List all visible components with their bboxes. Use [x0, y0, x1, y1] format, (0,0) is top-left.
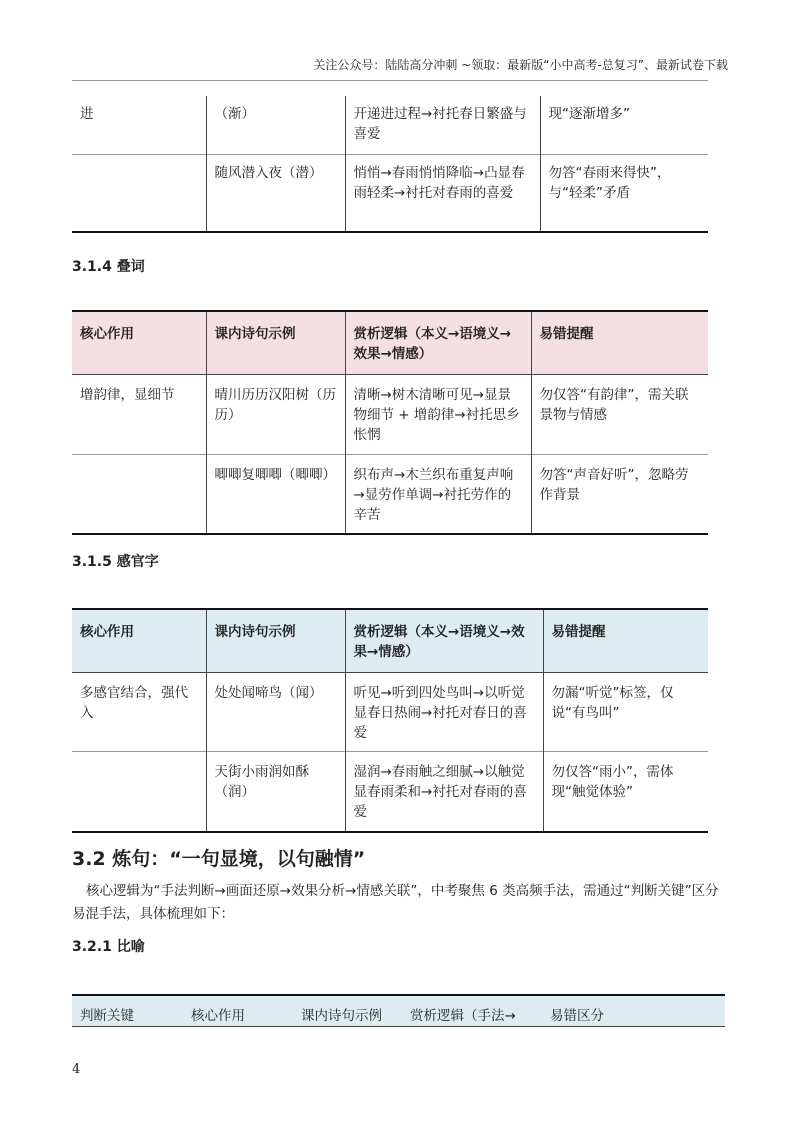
table-row: [72, 154, 708, 232]
table-row: [72, 455, 708, 535]
table-cell: （渐）: [206, 96, 345, 154]
table-cell: 勿答“春雨来得快”，与“轻柔”矛盾: [540, 154, 708, 232]
table-cell: 开递进过程→衬托春日繁盛与喜爱: [345, 96, 540, 154]
column-header: 核心作用: [80, 326, 134, 342]
column-header: 核心作用: [191, 1008, 245, 1024]
column-header: 赏析逻辑（本义→语境义→效果→情感）: [345, 609, 543, 673]
table-cell: 多感官结合，强代入: [80, 685, 188, 721]
table-row: [72, 96, 708, 154]
reduplication-table: [72, 310, 708, 535]
table-cell: 勿漏“听觉”标签，仅说“有鸟叫”: [543, 673, 708, 752]
column-header: 课内诗句示例: [206, 311, 345, 375]
column-header: 易错提醒: [531, 311, 708, 375]
column-header: 核心作用: [80, 624, 134, 640]
sensory-words-table: [72, 608, 708, 833]
section-heading-metaphor: 3.2.1 比喻: [72, 939, 145, 955]
metaphor-table-header: [72, 994, 725, 1027]
header-divider: [72, 80, 708, 81]
column-header: 课内诗句示例: [301, 1008, 382, 1024]
table-cell: [72, 455, 206, 535]
table-row: [72, 375, 708, 455]
column-header: 易错提醒: [543, 609, 708, 673]
page-header-text: 关注公众号：陆陆高分冲刺 ~领取：最新版“小中高考-总复习”、最新试卷下载: [313, 58, 728, 72]
table-cell: 随风潜入夜（潜）: [206, 154, 345, 232]
table-cell: 织布声→木兰织布重复声响→显劳作单调→衬托劳作的辛苦: [345, 455, 531, 535]
column-header: 课内诗句示例: [206, 609, 345, 673]
column-header: 赏析逻辑（本义→语境义→效果→情感）: [345, 311, 531, 375]
table-cell: 勿仅答“有韵律”，需关联景物与情感: [531, 375, 708, 455]
table-header-row: [72, 311, 708, 375]
table-cell: 晴川历历汉阳树（历历）: [206, 375, 345, 455]
table-cell: 现“逐渐增多”: [540, 96, 708, 154]
table-cell: 进: [80, 106, 94, 122]
table-cell: 勿仅答“雨小”，需体现“触觉体验”: [543, 752, 708, 832]
column-header: 赏析逻辑（手法→: [410, 1008, 516, 1024]
intro-paragraph: 核心逻辑为“手法判断→画面还原→效果分析→情感关联”，中考聚焦 6 类高频手法，需通过“判断关键”区分易混手法，具体梳理如下：: [72, 883, 719, 922]
section-heading-sentence-refining: 3.2 炼句：“一句显境，以句融情”: [72, 848, 366, 870]
table-cell: 天街小雨润如酥（润）: [206, 752, 345, 832]
table-cell: 湿润→春雨触之细腻→以触觉显春雨柔和→衬托对春雨的喜爱: [345, 752, 543, 832]
table-cell: 勿答“声音好听”，忽略劳作背景: [531, 455, 708, 535]
table-header-row: [72, 609, 708, 673]
table-row: [72, 673, 708, 752]
table-cell: 增韵律，显细节: [80, 387, 175, 403]
continued-table: [72, 96, 708, 233]
section-heading-reduplication: 3.1.4 叠词: [72, 259, 145, 275]
section-heading-sensory-words: 3.1.5 感官字: [72, 554, 159, 570]
table-cell: 唧唧复唧唧（唧唧）: [206, 455, 345, 535]
table-cell: 悄悄→春雨悄悄降临→凸显春雨轻柔→衬托对春雨的喜爱: [345, 154, 540, 232]
table-cell: [72, 154, 206, 232]
page-number: 4: [72, 1062, 81, 1077]
table-cell: 处处闻啼鸟（闻）: [206, 673, 345, 752]
table-cell: [72, 752, 206, 832]
table-cell: 清晰→树木清晰可见→显景物细节 + 增韵律→衬托思乡怅惘: [345, 375, 531, 455]
table-row: [72, 752, 708, 832]
table-cell: 听见→听到四处鸟叫→以听觉显春日热闹→衬托对春日的喜爱: [345, 673, 543, 752]
column-header: 判断关键: [80, 1008, 134, 1024]
column-header: 易错区分: [550, 1008, 604, 1024]
